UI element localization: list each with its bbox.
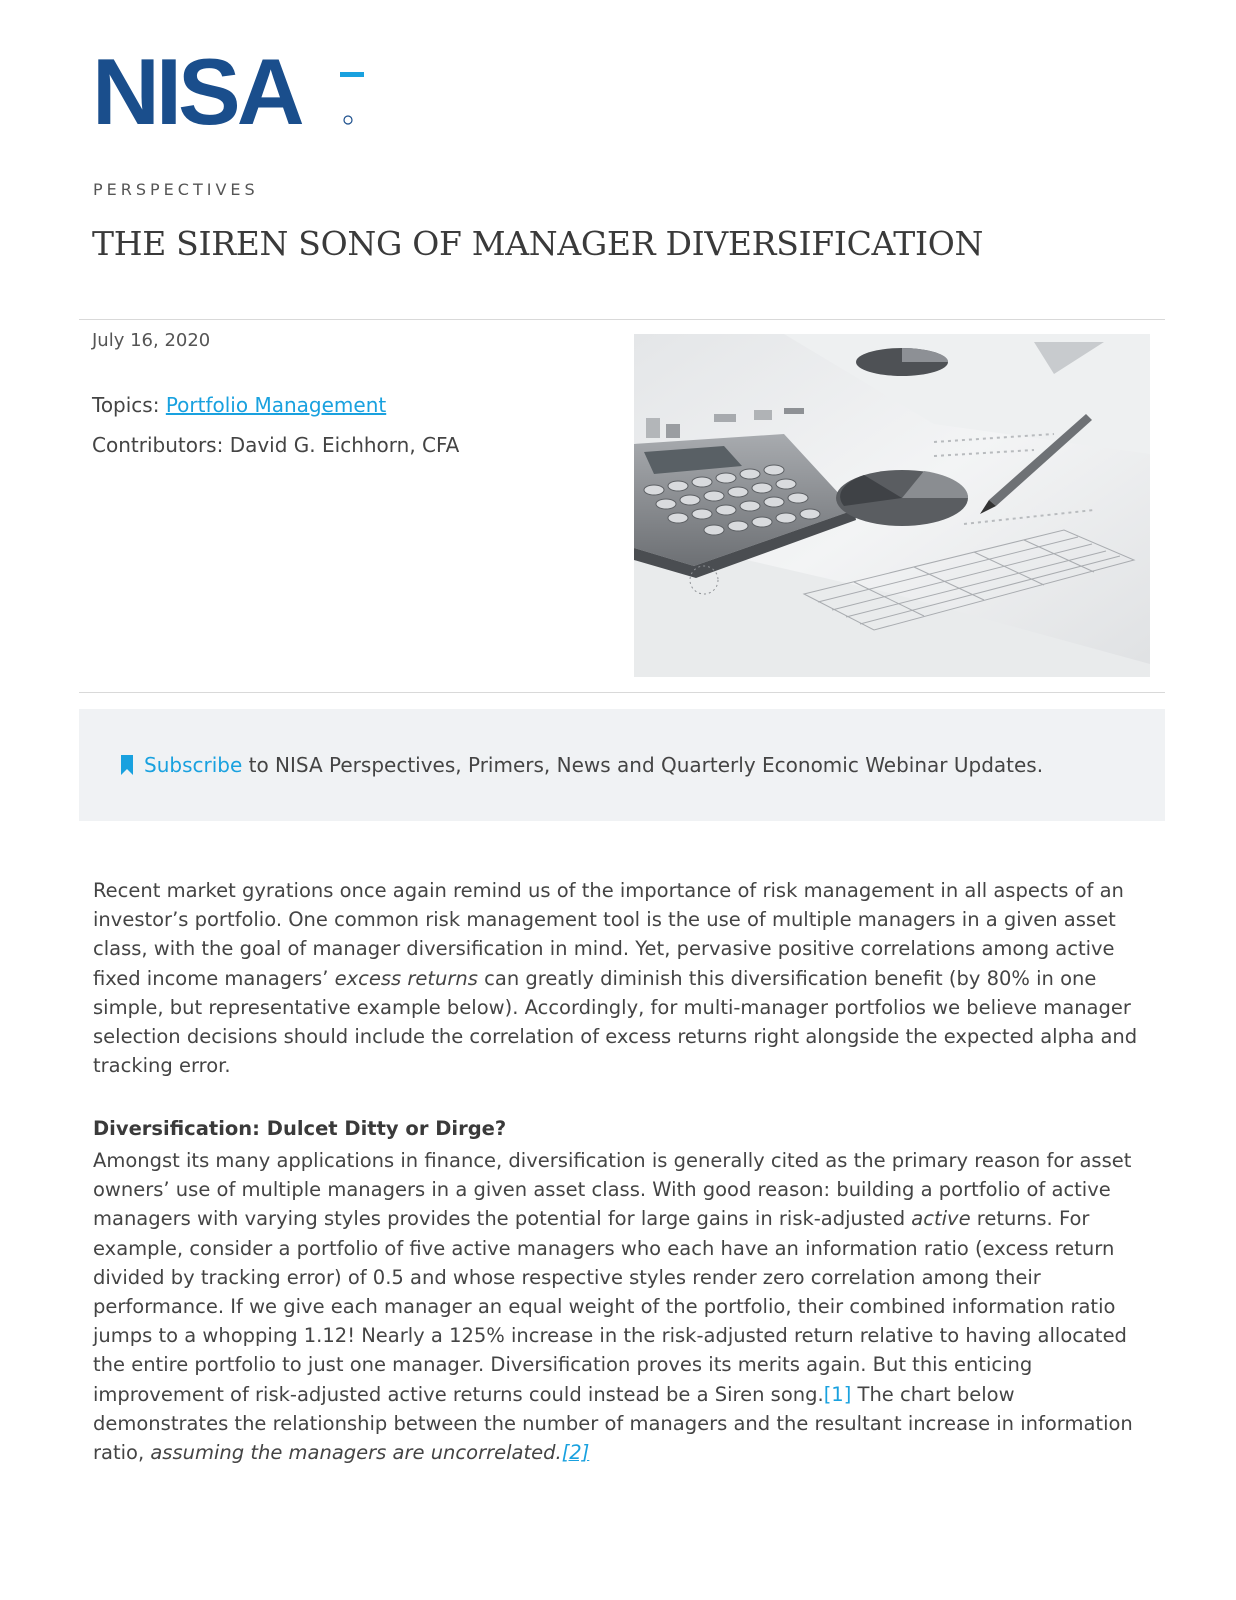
topic-link-portfolio-management[interactable]: Portfolio Management (165, 393, 387, 417)
body-text-3: The chart below demonstrates the relationship between the number of managers and the resultant increase in information ratio, (93, 1382, 1133, 1465)
nisa-logo[interactable] (92, 50, 382, 132)
subscribe-link[interactable]: Subscribe (144, 753, 243, 777)
section-label: PERSPECTIVES (93, 180, 259, 199)
body-paragraph (93, 1146, 1153, 1467)
divider-top (79, 319, 1165, 320)
topics-line (92, 393, 386, 417)
footnote-link-1[interactable]: [1] (823, 1382, 852, 1406)
body-text-1: Amongst its many applications in finance, diversification is generally cited as the primary reason for asset owners’ use of multiple managers in a given asset class. With good reason: building a portfolio of active managers with varying styles provides the potential for large gains in risk-adjusted (93, 1149, 1132, 1231)
intro-paragraph (93, 876, 1153, 1080)
logo-accent-dash (340, 72, 364, 77)
divider-bottom (79, 692, 1165, 693)
topics-label: Topics: (92, 393, 166, 417)
hero-image (634, 334, 1150, 677)
subscribe-message (120, 753, 1043, 777)
intro-text-1: Recent market gyrations once again remind us of the importance of risk management in all aspects of an investor’s portfolio. One common risk management tool is the use of multiple managers in a given asset class, with the goal of manager diversification in mind. Yet, pervasive positive correlations among active fixed income managers’ (93, 879, 1124, 990)
body-emphasis-active: active (911, 1207, 971, 1231)
body-text-2: returns. For example, consider a portfolio of five active managers who each have an information ratio (excess return divided by tracking error) of 0.5 and whose respective styles render zero correlation among their performance. If we give each manager an equal weight of the portfolio, their combined information ratio jumps to a whopping 1.12! Nearly a 125% increase in the risk-adjusted return relative to having allocated the entire portfolio to just one manager. Diversification proves its merits again. But this enticing improvement of risk-adjusted active returns could instead be a Siren song. (93, 1207, 1127, 1406)
intro-emphasis: excess returns (334, 966, 478, 990)
bookmark-icon (120, 755, 134, 775)
section-heading: Diversification: Dulcet Ditty or Dirge? (93, 1117, 507, 1140)
body-emphasis-uncorrelated: assuming the managers are uncorrelated. (150, 1441, 562, 1465)
contributors-line (92, 433, 459, 457)
subscribe-rest: to NISA Perspectives, Primers, News and Quarterly Economic Webinar Updates. (242, 753, 1044, 777)
publish-date: July 16, 2020 (92, 330, 211, 351)
contributor-name: David G. Eichhorn, CFA (229, 433, 460, 457)
intro-text-2: can greatly diminish this diversification benefit (by 80% in one simple, but representative example below). Accordingly, for multi-manager portfolios we believe manager selection decisions should include the correlation of excess returns right alongside the expected alpha and tracking error. (93, 966, 1138, 1078)
registered-mark-icon (344, 116, 352, 124)
contributors-label: Contributors: (92, 433, 230, 457)
logo-wordmark: NISA (92, 50, 301, 132)
article-title: THE SIREN SONG OF MANAGER DIVERSIFICATION (92, 224, 984, 263)
footnote-link-2[interactable]: [2] (561, 1441, 590, 1465)
